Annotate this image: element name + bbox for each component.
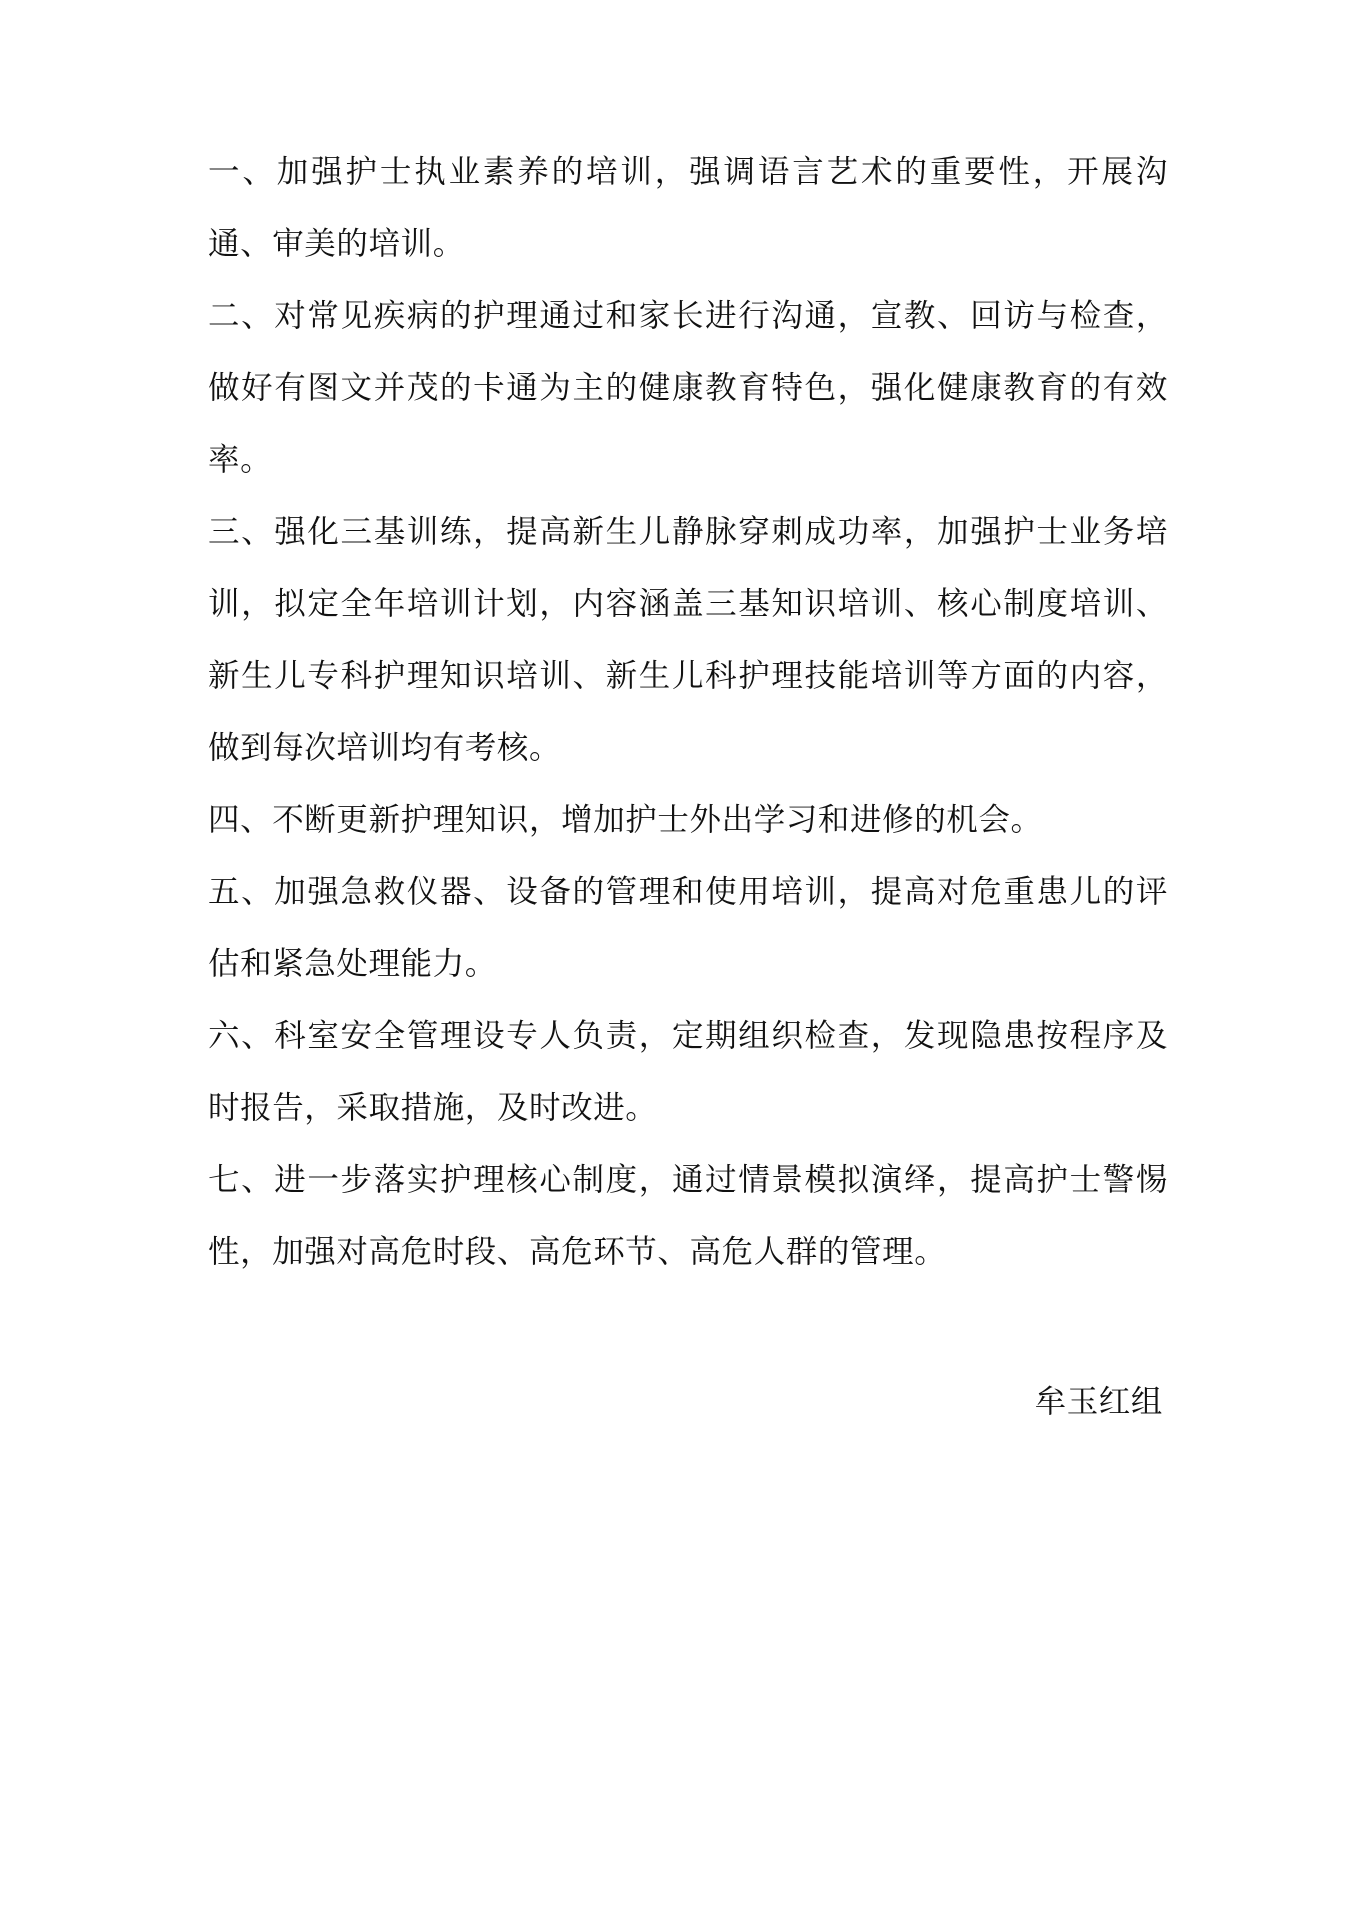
paragraph-4: 四、不断更新护理知识，增加护士外出学习和进修的机会。	[208, 802, 1043, 838]
signature: 牟玉红组	[1034, 1384, 1163, 1420]
paragraph-7: 七、进一步落实护理核心制度，通过情景模拟演绎，提高护士警惕性，加强对高危时段、高危环节、高危人群的管理。	[208, 1162, 1168, 1270]
paragraph-6: 六、科室安全管理设专人负责，定期组织检查，发现隐患按程序及时报告，采取措施，及时改进。	[208, 1018, 1168, 1126]
paragraph-2: 二、对常见疾病的护理通过和家长进行沟通，宣教、回访与检查，做好有图文并茂的卡通为主的健康教育特色，强化健康教育的有效率。	[208, 298, 1168, 478]
document-body	[208, 136, 1168, 1288]
paragraph-1: 一、加强护士执业素养的培训，强调语言艺术的重要性，开展沟通、审美的培训。	[208, 154, 1168, 262]
paragraph-3: 三、强化三基训练，提高新生儿静脉穿刺成功率，加强护士业务培训，拟定全年培训计划，内容涵盖三基知识培训、核心制度培训、新生儿专科护理知识培训、新生儿科护理技能培训等方面的内容，做到每次培训均有考核。	[208, 514, 1168, 766]
paragraph-5: 五、加强急救仪器、设备的管理和使用培训，提高对危重患儿的评估和紧急处理能力。	[208, 874, 1168, 982]
